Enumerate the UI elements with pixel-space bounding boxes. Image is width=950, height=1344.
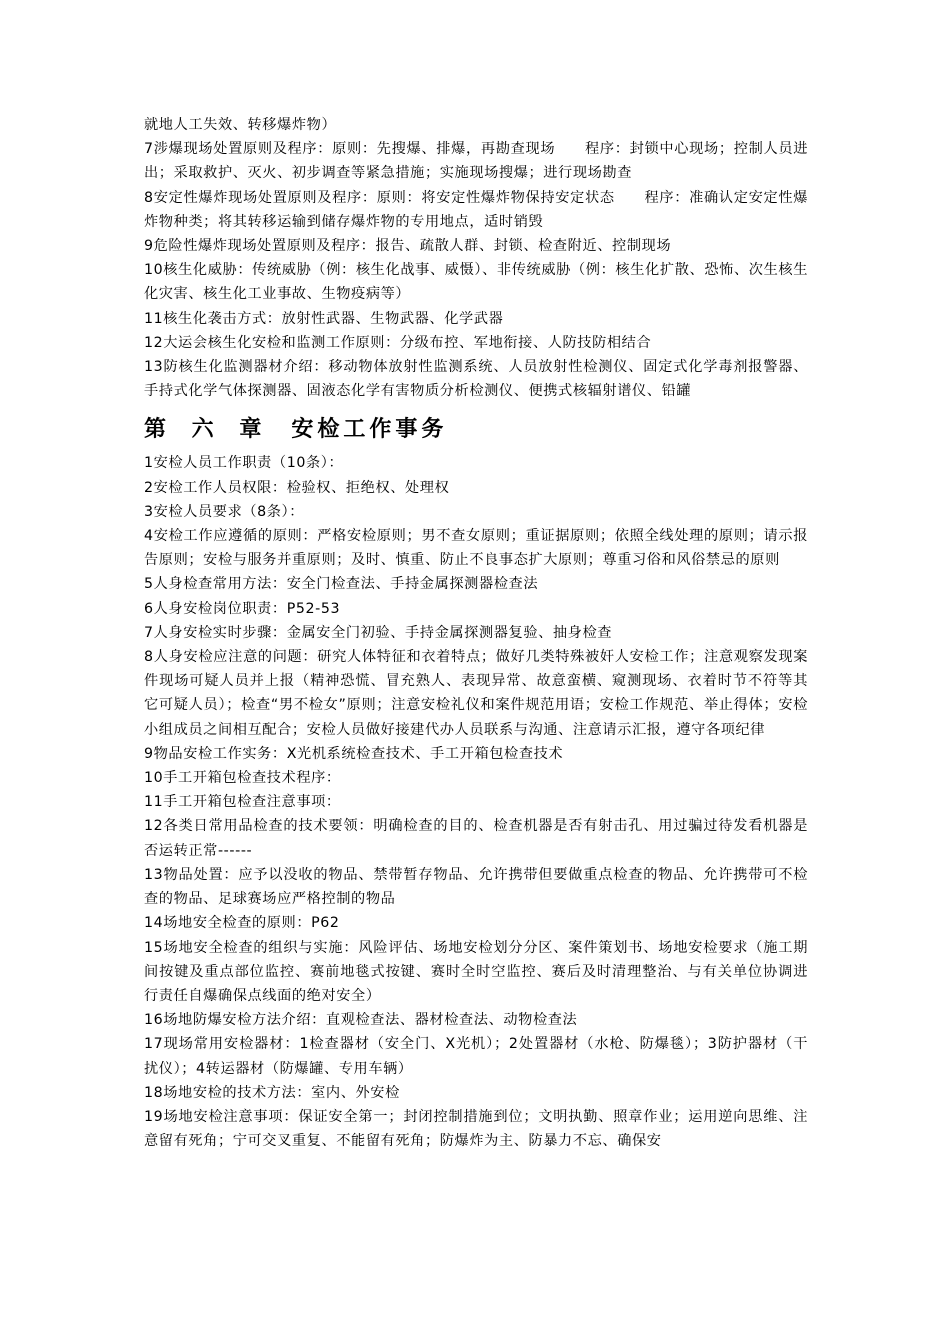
paragraph: 18场地安检的技术方法：室内、外安检 — [144, 1084, 400, 1101]
paragraph: 7涉爆现场处置原则及程序：原则：先搜爆、排爆，再勘查现场 程序：封锁中心现场；控制人员进出；采取救护、灭火、初步调查等紧急措施；实施现场搜爆；进行现场勘查 — [144, 141, 808, 182]
paragraph: 9危险性爆炸现场处置原则及程序：报告、疏散人群、封锁、检查附近、控制现场 — [144, 238, 672, 255]
paragraph: 16场地防爆安检方法介绍：直观检查法、器材检查法、动物检查法 — [144, 1012, 578, 1029]
paragraph: 5人身检查常用方法：安全门检查法、手持金属探测器检查法 — [144, 576, 539, 593]
paragraph: 就地人工失效、转移爆炸物） — [144, 117, 337, 133]
paragraph: 12大运会核生化安检和监测工作原则：分级布控、军地衔接、人防技防相结合 — [144, 334, 652, 351]
paragraph: 15场地安全检查的组织与实施：风险评估、场地安检划分分区、案件策划书、场地安检要求（施工期间按键及重点部位监控、赛前地毯式按键、赛时全时空监控、赛后及时清理整治、与有关单位协调进行责任自爆确保点线面的绝对安全） — [144, 939, 808, 1004]
paragraph: 13物品处置：应予以没收的物品、禁带暂存物品、允许携带但要做重点检查的物品、允许携带可不检查的物品、足球赛场应严格控制的物品 — [144, 866, 808, 908]
document-page — [144, 113, 808, 1153]
paragraph: 8人身安检应注意的问题：研究人体特征和衣着特点；做好几类特殊被奸人安检工作；注意观察发现案件现场可疑人员并上报（精神恐慌、冒充熟人、表现异常、故意蛮横、窥测现场、衣着时节不符等其它可疑人员）；检查“男不检女”原则；注意安检礼仪和案件规范用语；安检工作规范、举止得体；安检小组成员之间相互配合；安检人员做好接建代办人员联系与沟通、注意请示汇报，遵守各项纪律 — [144, 649, 808, 738]
paragraph: 9物品安检工作实务：X光机系统检查技术、手工开箱包检查技术 — [144, 745, 564, 762]
paragraph: 11核生化袭击方式：放射性武器、生物武器、化学武器 — [144, 310, 504, 327]
paragraph: 10手工开箱包检查技术程序： — [144, 770, 341, 787]
paragraph: 6人身安检岗位职责：P52-53 — [144, 600, 341, 617]
chapter-section — [144, 451, 808, 1153]
paragraph: 14场地安全检查的原则：P62 — [144, 915, 340, 932]
paragraph: 11手工开箱包检查注意事项： — [144, 794, 341, 811]
top-section — [144, 113, 808, 403]
paragraph: 12各类日常用品检查的技术要领：明确检查的目的、检查机器是否有射击孔、用过骗过待发看机器是否运转正常------ — [144, 818, 808, 859]
paragraph: 10核生化威胁：传统威胁（例：核生化战事、威慑）、非传统威胁（例：核生化扩散、恐怖、次生核生化灾害、核生化工业事故、生物疫病等） — [144, 262, 808, 303]
paragraph: 13防核生化监测器材介绍：移动物体放射性监测系统、人员放射性检测仪、固定式化学毒剂报警器、手持式化学气体探测器、固液态化学有害物质分析检测仪、便携式核辐射谱仪、铅罐 — [144, 359, 808, 400]
paragraph: 8安定性爆炸现场处置原则及程序：原则：将安定性爆炸物保持安定状态 程序：准确认定安定性爆炸物种类；将其转移运输到储存爆炸物的专用地点，适时销毁 — [144, 189, 808, 230]
paragraph: 2安检工作人员权限：检验权、拒绝权、处理权 — [144, 479, 450, 496]
chapter-heading: 第 六 章 安检工作事务 — [144, 416, 448, 443]
paragraph: 4安检工作应遵循的原则：严格安检原则；男不查女原则；重证据原则；依照全线处理的原则；请示报告原则；安检与服务并重原则；及时、慎重、防止不良事态扩大原则；尊重习俗和风俗禁忌的原则 — [144, 528, 808, 569]
paragraph: 1安检人员工作职责（10条）： — [144, 455, 344, 472]
paragraph: 17现场常用安检器材：1检查器材（安全门、X光机）；2处置器材（水枪、防爆毯）；3防护器材（干扰仪）；4转运器材（防爆罐、专用车辆） — [144, 1036, 808, 1077]
paragraph: 3安检人员要求（8条）： — [144, 503, 305, 520]
paragraph: 7人身安检实时步骤：金属安全门初验、手持金属探测器复验、抽身检查 — [144, 624, 613, 641]
paragraph: 19场地安检注意事项：保证安全第一；封闭控制措施到位；文明执勤、照章作业；运用逆向思维、注意留有死角；宁可交叉重复、不能留有死角；防爆炸为主、防暴力不忘、确保安 — [144, 1108, 808, 1150]
